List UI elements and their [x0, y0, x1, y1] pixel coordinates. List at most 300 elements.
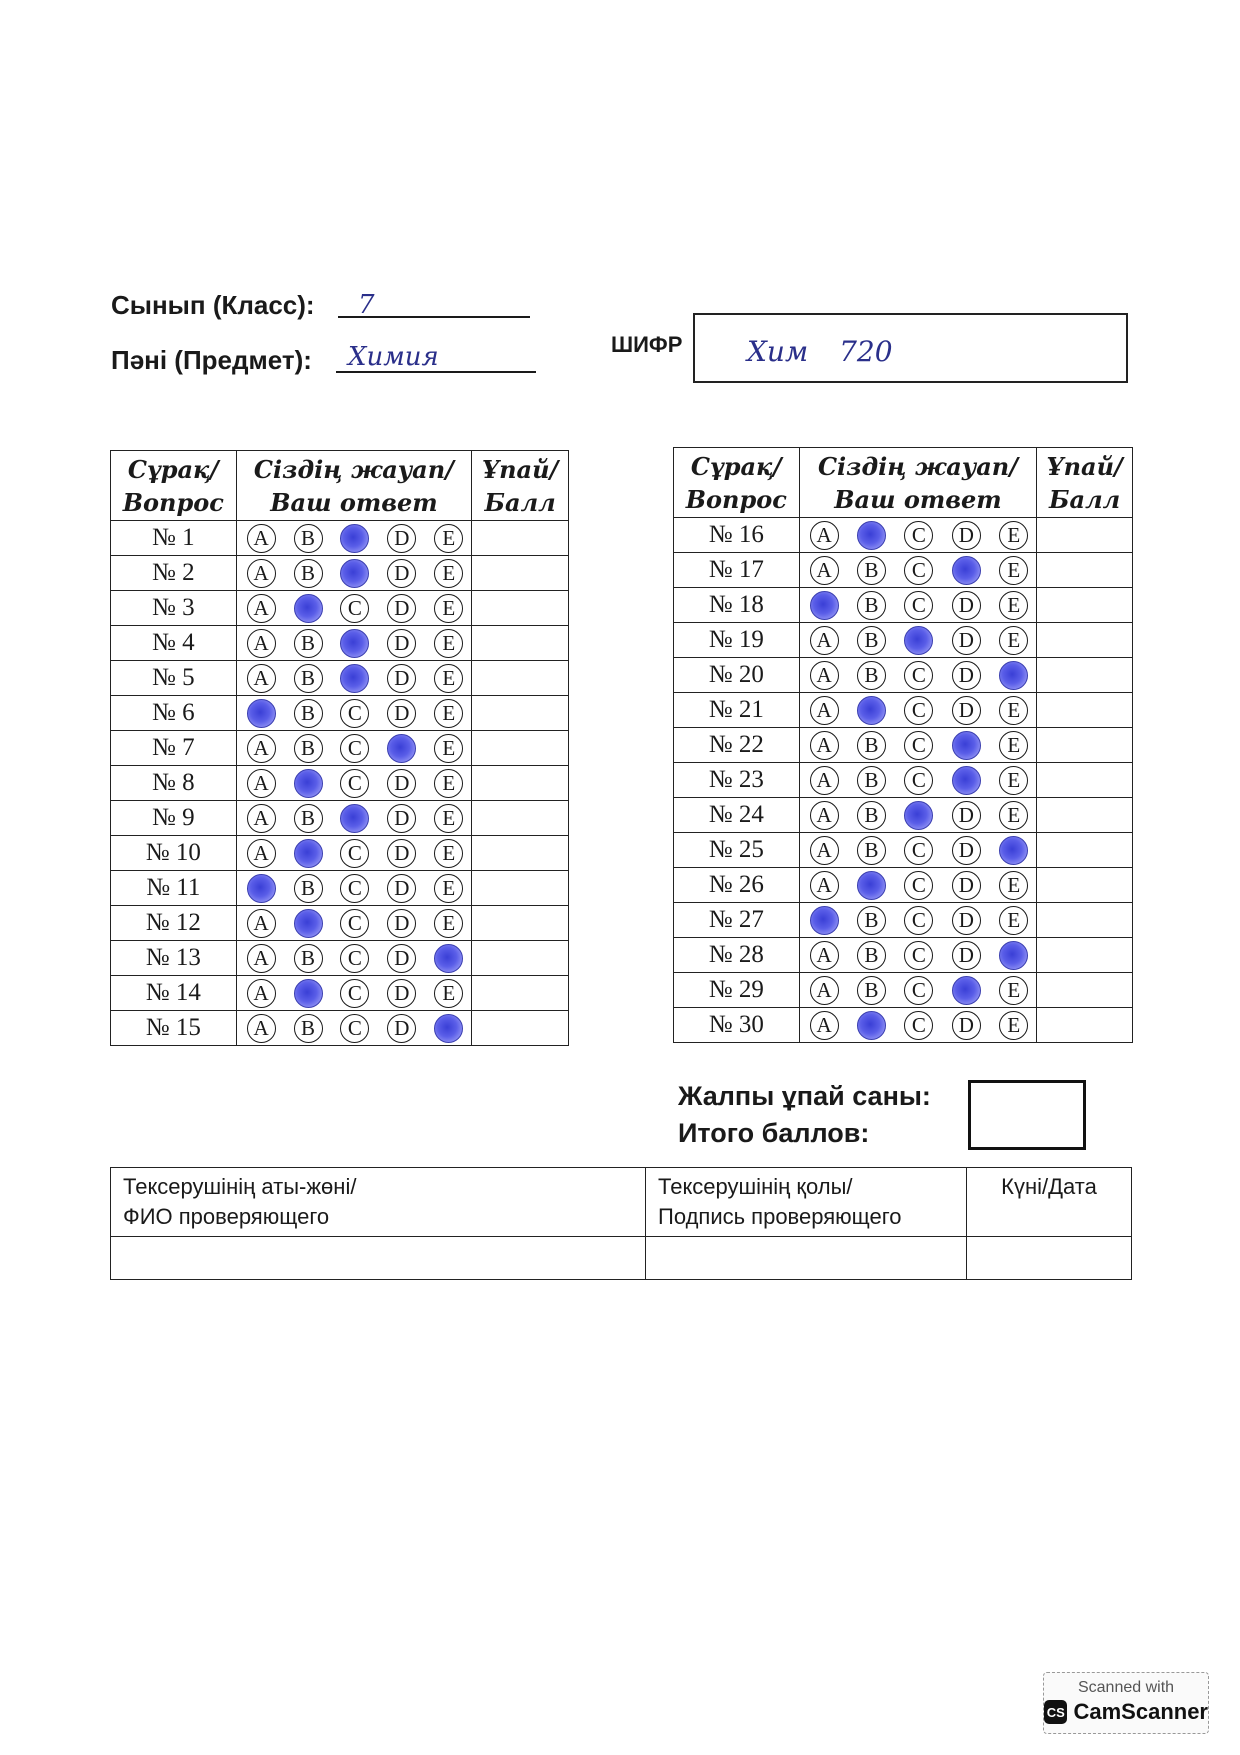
bubble-group: [237, 804, 472, 833]
checker-signature-header-ru: Подпись проверяющего: [658, 1204, 902, 1229]
answer-table-right: [673, 447, 1133, 1043]
bubble-group: [800, 626, 1037, 655]
cipher-box[interactable]: [693, 313, 1128, 383]
answer-options: [236, 941, 472, 976]
option-bubble-d[interactable]: D: [387, 874, 416, 903]
option-bubble-a[interactable]: A: [810, 766, 839, 795]
question-number: № 9: [111, 801, 237, 836]
score-cell[interactable]: [472, 871, 569, 906]
answer-header-ru: Ваш ответ: [270, 487, 438, 517]
option-bubble-d-filled[interactable]: [952, 556, 981, 585]
option-bubble-c[interactable]: C: [340, 874, 369, 903]
question-column-header: [111, 451, 237, 521]
option-bubble-e[interactable]: E: [434, 839, 463, 868]
answer-row: [674, 763, 1133, 798]
score-cell[interactable]: [1037, 728, 1133, 763]
question-number: № 28: [674, 938, 800, 973]
bubble-group: [800, 871, 1037, 900]
option-bubble-e[interactable]: E: [999, 626, 1028, 655]
option-bubble-b-filled[interactable]: [857, 871, 886, 900]
option-bubble-b[interactable]: B: [857, 836, 886, 865]
question-number: № 3: [111, 591, 237, 626]
option-bubble-e[interactable]: E: [999, 871, 1028, 900]
score-cell[interactable]: [472, 976, 569, 1011]
answer-row: [111, 976, 569, 1011]
score-cell[interactable]: [1037, 763, 1133, 798]
option-bubble-b[interactable]: B: [857, 766, 886, 795]
question-number: № 17: [674, 553, 800, 588]
answer-row: [674, 868, 1133, 903]
option-bubble-b[interactable]: B: [294, 734, 323, 763]
question-number: № 25: [674, 833, 800, 868]
option-bubble-c[interactable]: C: [904, 836, 933, 865]
question-number: № 18: [674, 588, 800, 623]
option-bubble-d[interactable]: D: [387, 909, 416, 938]
bubble-group: [237, 734, 472, 763]
option-bubble-d-filled[interactable]: [952, 976, 981, 1005]
option-bubble-d-filled[interactable]: [387, 734, 416, 763]
score-cell[interactable]: [1037, 518, 1133, 553]
option-bubble-c[interactable]: C: [904, 976, 933, 1005]
camscanner-watermark: [1043, 1672, 1209, 1734]
option-bubble-a-filled[interactable]: [810, 591, 839, 620]
option-bubble-a-filled[interactable]: [247, 699, 276, 728]
option-bubble-a[interactable]: A: [247, 734, 276, 763]
option-bubble-e[interactable]: E: [999, 591, 1028, 620]
option-bubble-a[interactable]: A: [810, 941, 839, 970]
question-header-kz: Сұрақ/: [690, 451, 782, 481]
checker-date-field[interactable]: [967, 1237, 1132, 1280]
option-bubble-d[interactable]: D: [387, 629, 416, 658]
bubble-group: [800, 906, 1037, 935]
answer-options: [236, 591, 472, 626]
bubble-group: [237, 524, 472, 553]
option-bubble-e[interactable]: E: [434, 909, 463, 938]
option-bubble-e-filled[interactable]: [999, 661, 1028, 690]
answer-row: [111, 766, 569, 801]
option-bubble-e[interactable]: E: [434, 734, 463, 763]
option-bubble-d[interactable]: D: [952, 836, 981, 865]
bubble-group: [237, 944, 472, 973]
option-bubble-c[interactable]: C: [904, 591, 933, 620]
score-cell[interactable]: [472, 1011, 569, 1046]
option-bubble-d[interactable]: D: [952, 591, 981, 620]
option-bubble-c[interactable]: C: [904, 1011, 933, 1040]
option-bubble-b[interactable]: B: [294, 699, 323, 728]
option-bubble-c-filled[interactable]: [904, 626, 933, 655]
question-number: № 13: [111, 941, 237, 976]
answer-row: [111, 941, 569, 976]
score-cell[interactable]: [472, 941, 569, 976]
option-bubble-b[interactable]: B: [294, 664, 323, 693]
bubble-group: [800, 696, 1037, 725]
option-bubble-d[interactable]: D: [387, 699, 416, 728]
question-number: № 27: [674, 903, 800, 938]
answer-options: [236, 766, 472, 801]
score-cell[interactable]: [472, 556, 569, 591]
option-bubble-d[interactable]: D: [952, 906, 981, 935]
score-cell[interactable]: [472, 626, 569, 661]
answer-options: [799, 903, 1037, 938]
answer-row: [674, 798, 1133, 833]
checker-signature-header-kz: Тексерушінің қолы/: [658, 1174, 853, 1199]
option-bubble-a[interactable]: A: [247, 804, 276, 833]
answer-row: [674, 693, 1133, 728]
option-bubble-b[interactable]: B: [294, 524, 323, 553]
option-bubble-a[interactable]: A: [810, 521, 839, 550]
answer-row: [674, 553, 1133, 588]
answer-row: [674, 728, 1133, 763]
option-bubble-a[interactable]: A: [247, 769, 276, 798]
option-bubble-d[interactable]: D: [952, 696, 981, 725]
option-bubble-e[interactable]: E: [434, 979, 463, 1008]
score-cell[interactable]: [1037, 658, 1133, 693]
question-header-kz: Сұрақ/: [127, 454, 219, 484]
score-cell[interactable]: [1037, 938, 1133, 973]
total-label-kz: Жалпы ұпай саны:: [678, 1081, 931, 1111]
score-cell[interactable]: [1037, 973, 1133, 1008]
option-bubble-a[interactable]: A: [247, 524, 276, 553]
option-bubble-d[interactable]: D: [952, 1011, 981, 1040]
option-bubble-a[interactable]: A: [810, 661, 839, 690]
score-cell[interactable]: [472, 766, 569, 801]
option-bubble-a[interactable]: A: [810, 556, 839, 585]
score-cell[interactable]: [472, 731, 569, 766]
total-score-label: [678, 1078, 931, 1152]
option-bubble-a[interactable]: A: [247, 839, 276, 868]
answer-options: [799, 763, 1037, 798]
option-bubble-a[interactable]: A: [810, 801, 839, 830]
checker-name-field[interactable]: [111, 1237, 646, 1280]
option-bubble-c[interactable]: C: [340, 839, 369, 868]
option-bubble-e[interactable]: E: [999, 556, 1028, 585]
score-cell[interactable]: [1037, 623, 1133, 658]
option-bubble-b[interactable]: B: [857, 661, 886, 690]
option-bubble-a[interactable]: A: [810, 626, 839, 655]
score-cell[interactable]: [1037, 553, 1133, 588]
subject-value[interactable]: Химия: [348, 342, 439, 372]
option-bubble-b[interactable]: B: [294, 944, 323, 973]
score-cell[interactable]: [1037, 693, 1133, 728]
option-bubble-c-filled[interactable]: [904, 801, 933, 830]
bubble-group: [237, 699, 472, 728]
option-bubble-e[interactable]: E: [999, 696, 1028, 725]
option-bubble-a[interactable]: A: [810, 836, 839, 865]
bubble-group: [237, 839, 472, 868]
answer-row: [674, 973, 1133, 1008]
option-bubble-b[interactable]: B: [294, 629, 323, 658]
option-bubble-d[interactable]: D: [387, 979, 416, 1008]
answer-options: [236, 556, 472, 591]
option-bubble-b-filled[interactable]: [857, 1011, 886, 1040]
score-cell[interactable]: [472, 696, 569, 731]
checker-name-header-ru: ФИО проверяющего: [123, 1204, 330, 1229]
question-number: № 2: [111, 556, 237, 591]
option-bubble-c[interactable]: C: [340, 769, 369, 798]
class-value[interactable]: 7: [358, 290, 375, 320]
option-bubble-e[interactable]: E: [434, 804, 463, 833]
watermark-brand-name: CamScanner: [1073, 1699, 1208, 1724]
bubble-group: [237, 979, 472, 1008]
option-bubble-c-filled[interactable]: [340, 629, 369, 658]
answer-options: [236, 801, 472, 836]
score-cell[interactable]: [1037, 868, 1133, 903]
option-bubble-a[interactable]: A: [810, 871, 839, 900]
bubble-group: [237, 769, 472, 798]
answer-options: [236, 906, 472, 941]
option-bubble-b-filled[interactable]: [857, 521, 886, 550]
option-bubble-d[interactable]: D: [387, 839, 416, 868]
option-bubble-b-filled[interactable]: [294, 979, 323, 1008]
option-bubble-d-filled[interactable]: [952, 731, 981, 760]
question-number: № 10: [111, 836, 237, 871]
option-bubble-a[interactable]: A: [247, 909, 276, 938]
score-cell[interactable]: [472, 906, 569, 941]
question-number: № 4: [111, 626, 237, 661]
score-cell[interactable]: [472, 591, 569, 626]
answer-row: [111, 521, 569, 556]
answer-options: [799, 693, 1037, 728]
answer-table-left: [110, 450, 569, 1046]
score-cell[interactable]: [1037, 1008, 1133, 1043]
option-bubble-c[interactable]: C: [904, 661, 933, 690]
option-bubble-e-filled[interactable]: [999, 836, 1028, 865]
option-bubble-c[interactable]: C: [904, 696, 933, 725]
option-bubble-d[interactable]: D: [387, 769, 416, 798]
option-bubble-c-filled[interactable]: [340, 804, 369, 833]
option-bubble-b[interactable]: B: [857, 556, 886, 585]
checker-signature-header: [646, 1168, 967, 1237]
checker-name-header-kz: Тексерушінің аты-жөні/: [123, 1174, 357, 1199]
option-bubble-a-filled[interactable]: [247, 874, 276, 903]
answer-row: [674, 588, 1133, 623]
bubble-group: [800, 1011, 1037, 1040]
option-bubble-c[interactable]: C: [904, 731, 933, 760]
option-bubble-b[interactable]: B: [857, 731, 886, 760]
option-bubble-b-filled[interactable]: [294, 839, 323, 868]
option-bubble-c[interactable]: C: [340, 979, 369, 1008]
option-bubble-d[interactable]: D: [952, 661, 981, 690]
option-bubble-d[interactable]: D: [952, 626, 981, 655]
option-bubble-c[interactable]: C: [340, 594, 369, 623]
option-bubble-a[interactable]: A: [810, 696, 839, 725]
answer-options: [236, 1011, 472, 1046]
score-header-ru: Балл: [484, 487, 556, 517]
option-bubble-c[interactable]: C: [904, 766, 933, 795]
bubble-group: [237, 629, 472, 658]
option-bubble-b-filled[interactable]: [294, 909, 323, 938]
option-bubble-d[interactable]: D: [387, 524, 416, 553]
question-header-ru: Вопрос: [122, 487, 224, 517]
option-bubble-c[interactable]: C: [340, 909, 369, 938]
answer-row: [674, 903, 1133, 938]
option-bubble-c[interactable]: C: [340, 944, 369, 973]
cipher-value: Хим 720: [747, 335, 893, 368]
question-number: № 30: [674, 1008, 800, 1043]
question-number: № 6: [111, 696, 237, 731]
option-bubble-e[interactable]: E: [999, 906, 1028, 935]
option-bubble-e[interactable]: E: [434, 594, 463, 623]
option-bubble-b[interactable]: B: [857, 976, 886, 1005]
option-bubble-e[interactable]: E: [999, 801, 1028, 830]
option-bubble-a[interactable]: A: [247, 664, 276, 693]
camscanner-logo-icon: CS: [1044, 1700, 1067, 1724]
score-cell[interactable]: [472, 521, 569, 556]
bubble-group: [800, 941, 1037, 970]
option-bubble-d[interactable]: D: [387, 594, 416, 623]
option-bubble-d[interactable]: D: [387, 804, 416, 833]
option-bubble-d[interactable]: D: [952, 521, 981, 550]
option-bubble-d[interactable]: D: [952, 941, 981, 970]
answer-options: [799, 973, 1037, 1008]
option-bubble-c-filled[interactable]: [340, 664, 369, 693]
option-bubble-a[interactable]: A: [247, 559, 276, 588]
question-number: № 11: [111, 871, 237, 906]
option-bubble-a[interactable]: A: [247, 1014, 276, 1043]
option-bubble-e-filled[interactable]: [434, 944, 463, 973]
question-column-header: [674, 448, 800, 518]
score-cell[interactable]: [472, 801, 569, 836]
answer-row: [674, 623, 1133, 658]
option-bubble-a[interactable]: A: [247, 944, 276, 973]
option-bubble-b[interactable]: B: [857, 801, 886, 830]
cipher-label: ШИФР: [611, 332, 683, 357]
bubble-group: [800, 556, 1037, 585]
score-cell[interactable]: [472, 661, 569, 696]
option-bubble-b[interactable]: B: [857, 591, 886, 620]
answer-options: [799, 518, 1037, 553]
option-bubble-b[interactable]: B: [294, 1014, 323, 1043]
option-bubble-d-filled[interactable]: [952, 766, 981, 795]
option-bubble-c[interactable]: C: [904, 906, 933, 935]
answer-row: [674, 938, 1133, 973]
option-bubble-d[interactable]: D: [387, 559, 416, 588]
question-number: № 1: [111, 521, 237, 556]
option-bubble-b[interactable]: B: [857, 941, 886, 970]
bubble-group: [237, 594, 472, 623]
option-bubble-e-filled[interactable]: [434, 1014, 463, 1043]
option-bubble-e[interactable]: E: [434, 559, 463, 588]
bubble-group: [237, 664, 472, 693]
answer-row: [111, 906, 569, 941]
option-bubble-e[interactable]: E: [434, 664, 463, 693]
class-label: Сынып (Класс):: [111, 290, 315, 320]
option-bubble-a[interactable]: A: [810, 976, 839, 1005]
option-bubble-d[interactable]: D: [952, 801, 981, 830]
question-number: № 14: [111, 976, 237, 1011]
option-bubble-a[interactable]: A: [247, 629, 276, 658]
answer-options: [799, 553, 1037, 588]
option-bubble-e[interactable]: E: [434, 769, 463, 798]
total-label-ru: Итого баллов:: [678, 1118, 870, 1148]
option-bubble-b[interactable]: B: [857, 626, 886, 655]
checker-name-header: [111, 1168, 646, 1237]
answer-options: [236, 696, 472, 731]
score-cell[interactable]: [1037, 588, 1133, 623]
answer-row: [111, 626, 569, 661]
option-bubble-e[interactable]: E: [434, 699, 463, 728]
total-score-box[interactable]: [968, 1080, 1086, 1150]
option-bubble-c[interactable]: C: [904, 521, 933, 550]
option-bubble-e-filled[interactable]: [999, 941, 1028, 970]
option-bubble-a[interactable]: A: [810, 1011, 839, 1040]
answer-options: [799, 658, 1037, 693]
checker-date-header-label: Күні/Дата: [1001, 1174, 1097, 1199]
bubble-group: [800, 836, 1037, 865]
answer-options: [799, 868, 1037, 903]
option-bubble-a-filled[interactable]: [810, 906, 839, 935]
option-bubble-c[interactable]: C: [904, 941, 933, 970]
answer-options: [799, 1008, 1037, 1043]
answer-row: [674, 518, 1133, 553]
option-bubble-b-filled[interactable]: [294, 594, 323, 623]
option-bubble-c-filled[interactable]: [340, 524, 369, 553]
option-bubble-e[interactable]: E: [434, 524, 463, 553]
option-bubble-a[interactable]: A: [247, 594, 276, 623]
score-cell[interactable]: [472, 836, 569, 871]
answer-row: [674, 1008, 1133, 1043]
option-bubble-c-filled[interactable]: [340, 559, 369, 588]
option-bubble-d[interactable]: D: [952, 871, 981, 900]
option-bubble-e[interactable]: E: [999, 731, 1028, 760]
option-bubble-b[interactable]: B: [857, 906, 886, 935]
option-bubble-e[interactable]: E: [999, 976, 1028, 1005]
question-number: № 26: [674, 868, 800, 903]
answer-row: [111, 696, 569, 731]
option-bubble-c[interactable]: C: [340, 699, 369, 728]
checker-signature-field[interactable]: [646, 1237, 967, 1280]
option-bubble-b[interactable]: B: [294, 804, 323, 833]
option-bubble-c[interactable]: C: [340, 734, 369, 763]
option-bubble-c[interactable]: C: [904, 556, 933, 585]
checker-table: [110, 1167, 1132, 1280]
answer-header-kz: Сіздің жауап/: [817, 451, 1018, 481]
score-cell[interactable]: [1037, 833, 1133, 868]
answer-options: [799, 938, 1037, 973]
option-bubble-b-filled[interactable]: [857, 696, 886, 725]
option-bubble-e[interactable]: E: [999, 1011, 1028, 1040]
question-number: № 8: [111, 766, 237, 801]
option-bubble-c[interactable]: C: [904, 871, 933, 900]
option-bubble-a[interactable]: A: [247, 979, 276, 1008]
answer-options: [236, 626, 472, 661]
question-header-ru: Вопрос: [685, 484, 787, 514]
option-bubble-e[interactable]: E: [999, 521, 1028, 550]
score-column-header: [1037, 448, 1133, 518]
answer-row: [111, 591, 569, 626]
option-bubble-d[interactable]: D: [387, 944, 416, 973]
answer-options: [236, 976, 472, 1011]
option-bubble-b[interactable]: B: [294, 874, 323, 903]
answer-options: [236, 661, 472, 696]
option-bubble-e[interactable]: E: [434, 629, 463, 658]
answer-options: [799, 833, 1037, 868]
option-bubble-c[interactable]: C: [340, 1014, 369, 1043]
option-bubble-a[interactable]: A: [810, 731, 839, 760]
option-bubble-e[interactable]: E: [434, 874, 463, 903]
score-cell[interactable]: [1037, 798, 1133, 833]
answer-row: [111, 1011, 569, 1046]
option-bubble-b[interactable]: B: [294, 559, 323, 588]
bubble-group: [800, 591, 1037, 620]
option-bubble-d[interactable]: D: [387, 1014, 416, 1043]
option-bubble-b-filled[interactable]: [294, 769, 323, 798]
score-cell[interactable]: [1037, 903, 1133, 938]
answer-column-header: [799, 448, 1037, 518]
option-bubble-e[interactable]: E: [999, 766, 1028, 795]
option-bubble-d[interactable]: D: [387, 664, 416, 693]
answer-options: [236, 836, 472, 871]
